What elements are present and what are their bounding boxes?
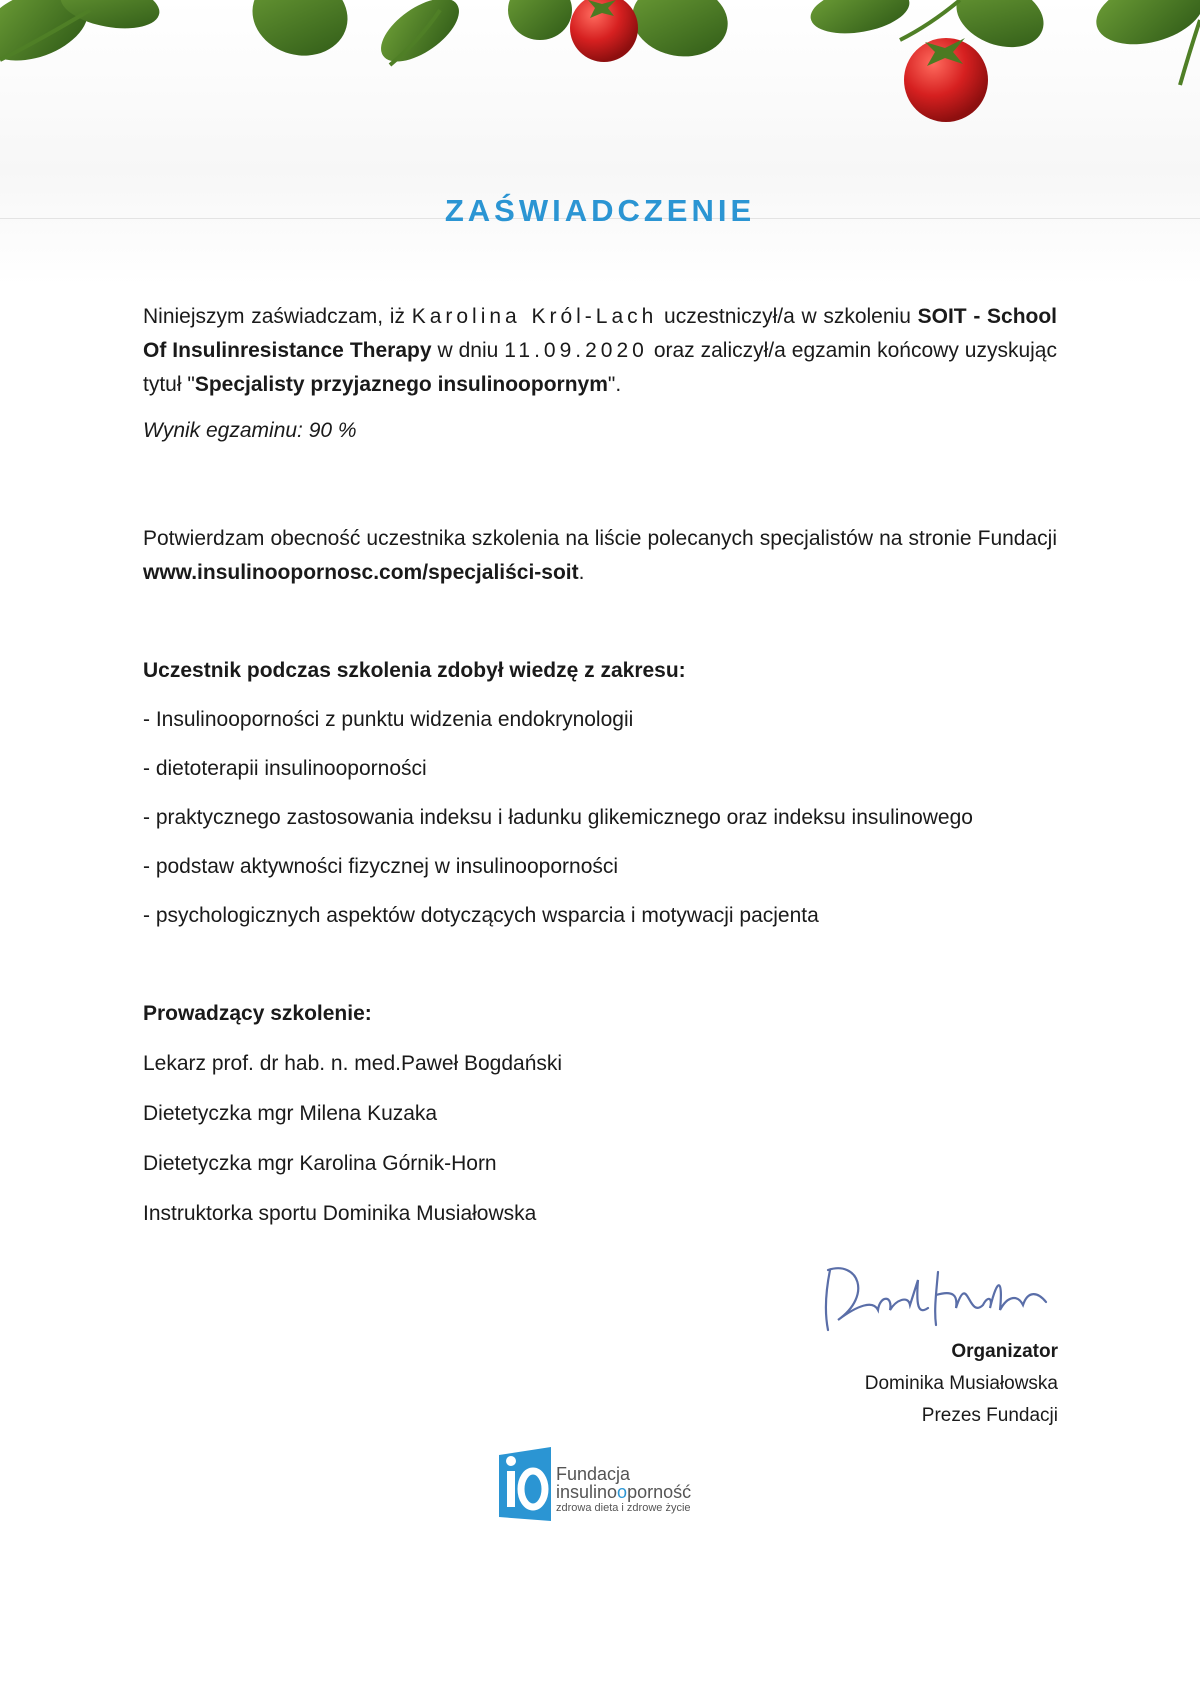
knowledge-item: - podstaw aktywności fizycznej w insulinooporności — [143, 855, 619, 878]
leader-item: Dietetyczka mgr Milena Kuzaka — [143, 1102, 438, 1125]
intro-text-c: w dniu — [437, 339, 499, 362]
course-date: 11.09.2020 — [504, 339, 648, 362]
organizer-name: Dominika Musiałowska — [864, 1373, 1058, 1394]
organizer-block — [865, 1336, 1058, 1432]
leader-item: Lekarz prof. dr hab. n. med.Paweł Bogdański — [143, 1052, 563, 1075]
organizer-role: Organizator — [951, 1341, 1058, 1362]
course-name: SOIT - School Of Insulinresistance Therapy — [143, 305, 1058, 362]
vegetables-illustration — [0, 0, 1200, 285]
exam-score: Wynik egzaminu: 90 % — [143, 419, 357, 442]
specialists-url[interactable]: www.insulinoopornosc.com/specjaliści-soit — [143, 561, 579, 584]
intro-paragraph — [143, 300, 1057, 402]
knowledge-heading: Uczestnik podczas szkolenia zdobył wiedzę z zakresu: — [143, 659, 686, 682]
leader-item: Dietetyczka mgr Karolina Górnik-Horn — [143, 1152, 497, 1175]
confirmation-text: Potwierdzam obecność uczestnika szkolenia na liście polecanych specjalistów na stronie Fundacji — [143, 527, 1057, 550]
knowledge-item: - praktycznego zastosowania indeksu i ładunku glikemicznego oraz indeksu insulinowego — [143, 806, 973, 829]
knowledge-item: - Insulinooporności z punktu widzenia endokrynologii — [143, 708, 634, 731]
intro-text-e: ". — [607, 373, 622, 396]
handwritten-signature — [818, 1250, 1058, 1335]
document-title: ZAŚWIADCZENIE — [444, 193, 756, 228]
leader-item: Instruktorka sportu Dominika Musiałowska — [143, 1202, 537, 1225]
knowledge-item: - psychologicznych aspektów dotyczących wsparcia i motywacji pacjenta — [143, 904, 819, 927]
confirmation-end: . — [578, 561, 585, 584]
foundation-logo — [497, 1447, 717, 1522]
logo-line-2: insulinooporność — [556, 1482, 692, 1502]
logo-text — [556, 1465, 691, 1514]
participant-name: Karolina Król-Lach — [411, 305, 658, 328]
confirmation-paragraph — [143, 522, 1057, 590]
logo-tagline: zdrowa dieta i zdrowe życie — [556, 1502, 691, 1514]
decorative-banner — [0, 0, 1200, 285]
certificate-body — [143, 300, 1057, 1231]
io-logo-icon — [497, 1447, 553, 1521]
logo-line-1: Fundacja — [556, 1464, 631, 1484]
intro-text-d: oraz zaliczył/a egzamin końcowy uzyskując tytuł " — [143, 339, 1057, 396]
intro-text-a: Niniejszym zaświadczam, iż — [143, 305, 405, 328]
awarded-title: Specjalisty przyjaznego insulinoopornym — [194, 373, 608, 396]
knowledge-item: - dietoterapii insulinooporności — [143, 757, 427, 780]
intro-text-b: uczestniczył/a w szkoleniu — [664, 305, 911, 328]
leaders-heading: Prowadzący szkolenie: — [143, 1002, 372, 1025]
organizer-position: Prezes Fundacji — [921, 1405, 1058, 1426]
